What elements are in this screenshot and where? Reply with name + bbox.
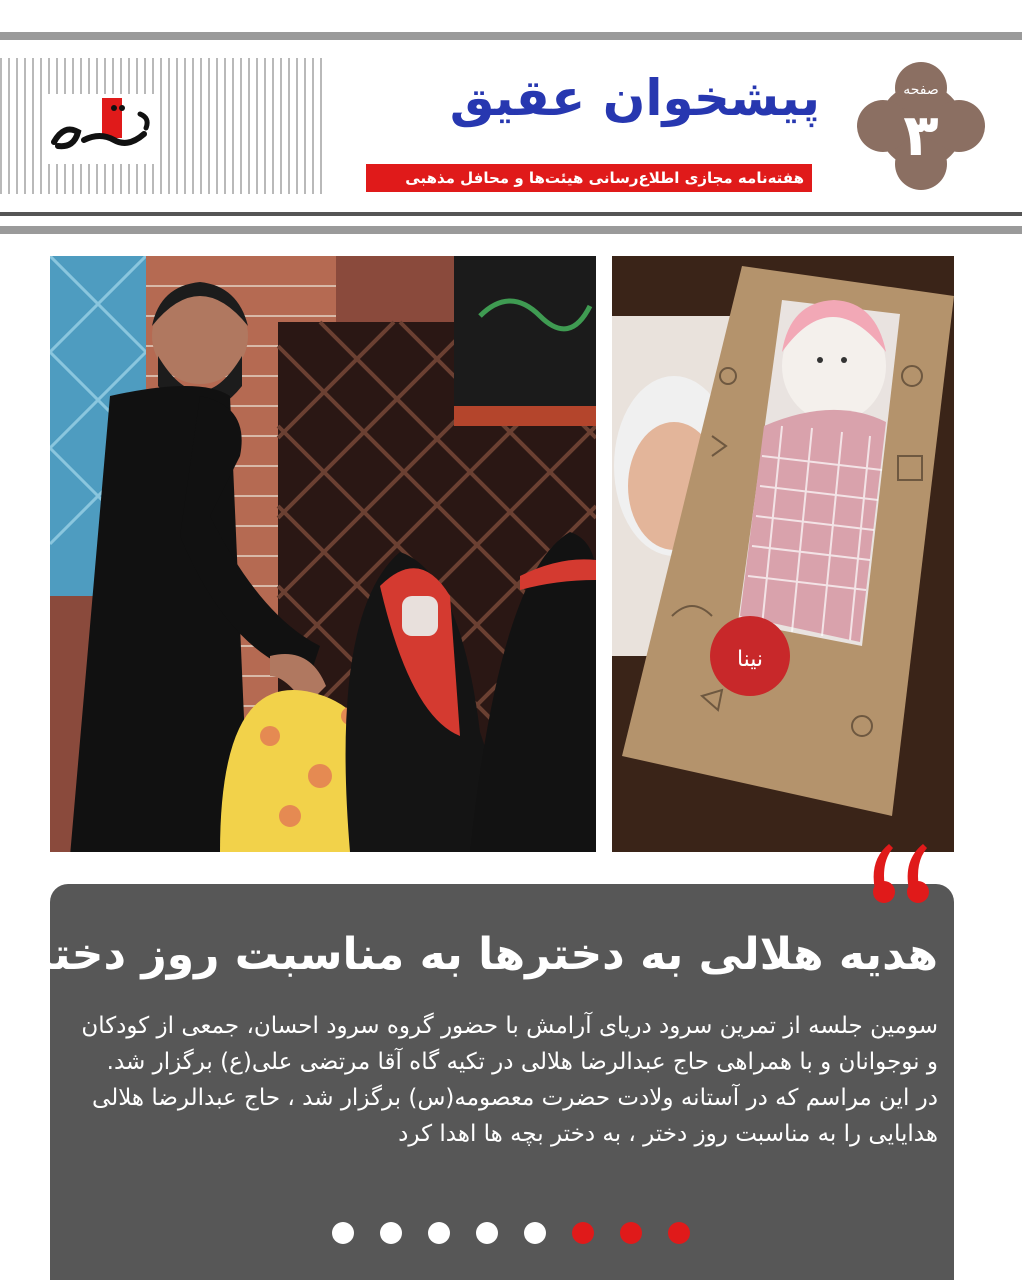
carousel-pagination (320, 1222, 700, 1250)
pagination-dot[interactable] (524, 1222, 546, 1244)
pagination-dot[interactable] (380, 1222, 402, 1244)
doll-gift-box-photo (612, 256, 954, 852)
header-bottom-rule (0, 212, 1022, 216)
aqiq-logo (44, 94, 156, 164)
masthead-tagline: هفته‌نامه مجازی اطلاع‌رسانی هیئت‌ها و محافل مذهبی (366, 164, 812, 192)
man-with-children-photo (50, 256, 596, 852)
page-badge-label: صفحه (903, 82, 939, 98)
article-headline: هدیه هلالی به دخترها به مناسبت روز دختر (26, 929, 938, 980)
quote-mark-icon (866, 834, 936, 914)
pagination-dot[interactable] (572, 1222, 594, 1244)
article-body (68, 1008, 938, 1152)
masthead-title: پیشخوان عقیق (449, 69, 820, 127)
pagination-dot[interactable] (620, 1222, 642, 1244)
pagination-dot[interactable] (476, 1222, 498, 1244)
article-paragraph: سومین جلسه از تمرین سرود دریای آرامش با حضور گروه سرود احسان، جمعی از کودکان و نوجوانان و با همراهی حاج عبدالرضا هلالی در تکیه گاه آقا مرتضی علی(ع) برگزار شد. (81, 1013, 938, 1075)
article-paragraph: در این مراسم که در آستانه ولادت حضرت معصومه(س) برگزار شد ، حاج عبدالرضا هلالی هدایایی را به مناسبت روز دختر ، به دختر بچه ها اهدا کرد (92, 1085, 938, 1147)
page-number-badge (856, 60, 986, 192)
pagination-dot[interactable] (332, 1222, 354, 1244)
header-top-rule (0, 32, 1022, 40)
pagination-dot[interactable] (668, 1222, 690, 1244)
pagination-dot[interactable] (428, 1222, 450, 1244)
gift-box-seal-text: نینا (736, 647, 764, 672)
page-badge-number: ۳ (903, 101, 939, 169)
header-bottom-rule-2 (0, 226, 1022, 234)
